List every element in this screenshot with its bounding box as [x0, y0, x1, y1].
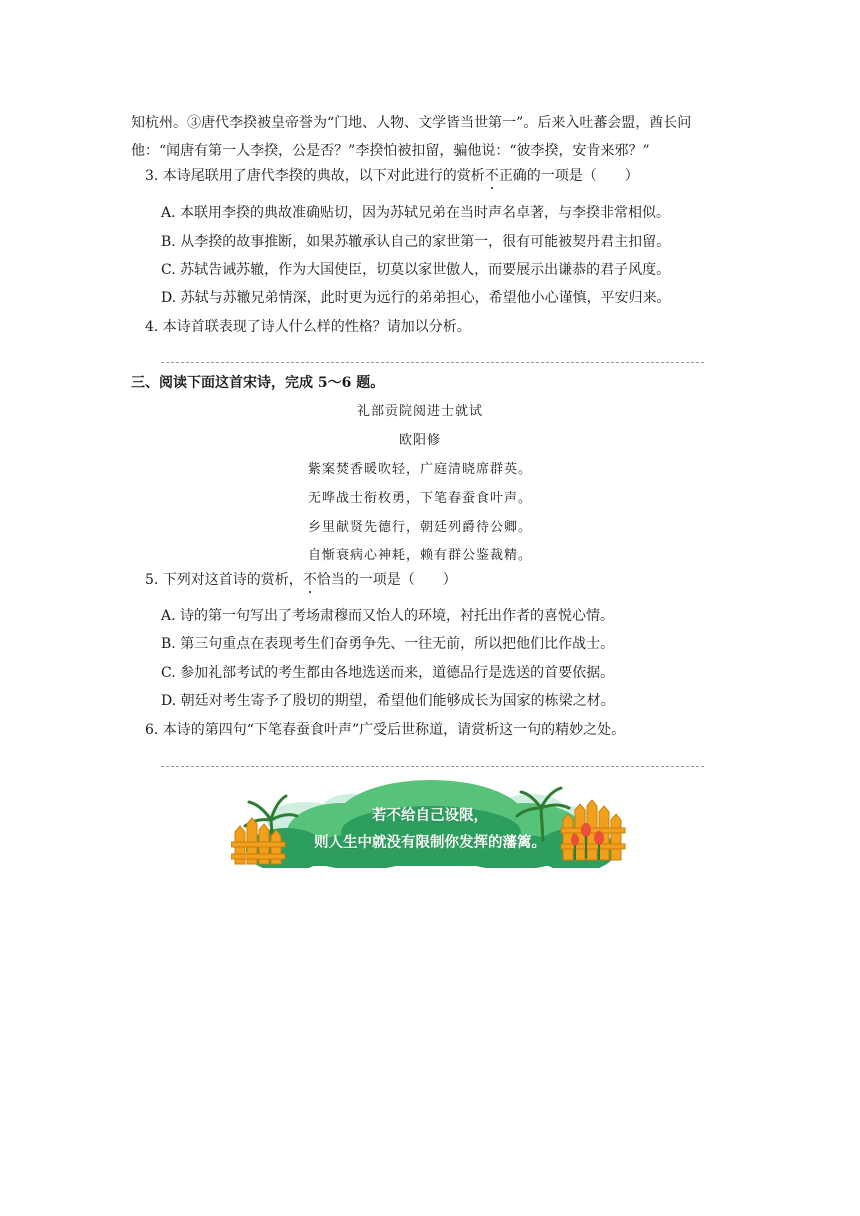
- question-4-stem: 4. 本诗首联表现了诗人什么样的性格？请加以分析。: [145, 319, 471, 335]
- section-3-heading: 三、阅读下面这首宋诗，完成 5～6 题。: [131, 375, 385, 391]
- question-3-stem: [145, 166, 639, 186]
- poem-line-3: 乡里献贤先德行，朝廷列爵待公卿。: [307, 520, 532, 535]
- question-3-option-a: A. 本联用李揆的典故准确贴切，因为苏轼兄弟在当时声名卓著，与李揆非常相似。: [161, 205, 671, 221]
- poem-author: 欧阳修: [398, 433, 441, 448]
- answer-line-q4: [161, 362, 704, 363]
- poem-line-1: 紫案焚香暖吹轻，广庭清晓席群英。: [307, 462, 532, 477]
- question-3-option-b: B. 从李揆的故事推断，如果苏辙承认自己的家世第一，很有可能被契丹君主扣留。: [161, 234, 671, 250]
- question-5-option-a: A. 诗的第一句写出了考场肃穆而又怡人的环境，衬托出作者的喜悦心情。: [161, 608, 615, 624]
- poem-title: 礼部贡院阅进士就试: [356, 404, 483, 419]
- banner-line-1: 若不给自己设限，: [372, 808, 488, 824]
- intro-line-2: 他：“闻唐有第一人李揆，公是否？”李揆怕被扣留，骗他说：“彼李揆，安肯来邪？”: [131, 143, 650, 159]
- question-5-stem: [145, 570, 457, 590]
- question-5-stem-a: 5. 下列对这首诗的赏析，: [145, 572, 303, 588]
- question-5-option-b: B. 第三句重点在表现考生们奋勇争先、一往无前，所以把他们比作战士。: [161, 636, 615, 652]
- banner-line-2: 则人生中就没有限制你发挥的藩篱。: [314, 835, 546, 851]
- poem-line-2: 无哗战士衔枚勇，下笔春蚕食叶声。: [307, 491, 532, 506]
- intro-line-1: 知杭州。③唐代李揆被皇帝誉为“门地、人物、文学皆当世第一”。后来入吐蕃会盟，酋长问: [131, 115, 692, 131]
- question-5-option-c: C. 参加礼部考试的考生都由各地选送而来，道德品行是选送的首要依据。: [161, 665, 615, 681]
- question-5-option-d: D. 朝廷对考生寄予了殷切的期望，希望他们能够成长为国家的栋梁之材。: [161, 693, 615, 709]
- question-6-stem: 6. 本诗的第四句“下笔春蚕食叶声”广受后世称道，请赏析这一句的精妙之处。: [145, 722, 626, 738]
- motivational-banner: [231, 780, 629, 868]
- question-3-option-c: C. 苏轼告诫苏辙，作为大国使臣，切莫以家世傲人，而要展示出谦恭的君子风度。: [161, 262, 671, 278]
- question-3-stem-a: 3. 本诗尾联用了唐代李揆的典故，以下对此进行的赏析: [145, 168, 485, 184]
- answer-line-q6: [161, 766, 704, 767]
- question-5-emphasis: 不: [302, 572, 317, 588]
- poem-line-4: 自惭衰病心神耗，赖有群公鉴裁精。: [307, 548, 532, 563]
- question-3-option-d: D. 苏轼与苏辙兄弟情深，此时更为远行的弟弟担心，希望他小心谨慎，平安归来。: [161, 290, 671, 306]
- question-3-stem-b: 正确的一项是（ ）: [498, 168, 639, 184]
- question-5-stem-b: 恰当的一项是（ ）: [316, 572, 457, 588]
- question-3-emphasis: 不: [484, 168, 499, 184]
